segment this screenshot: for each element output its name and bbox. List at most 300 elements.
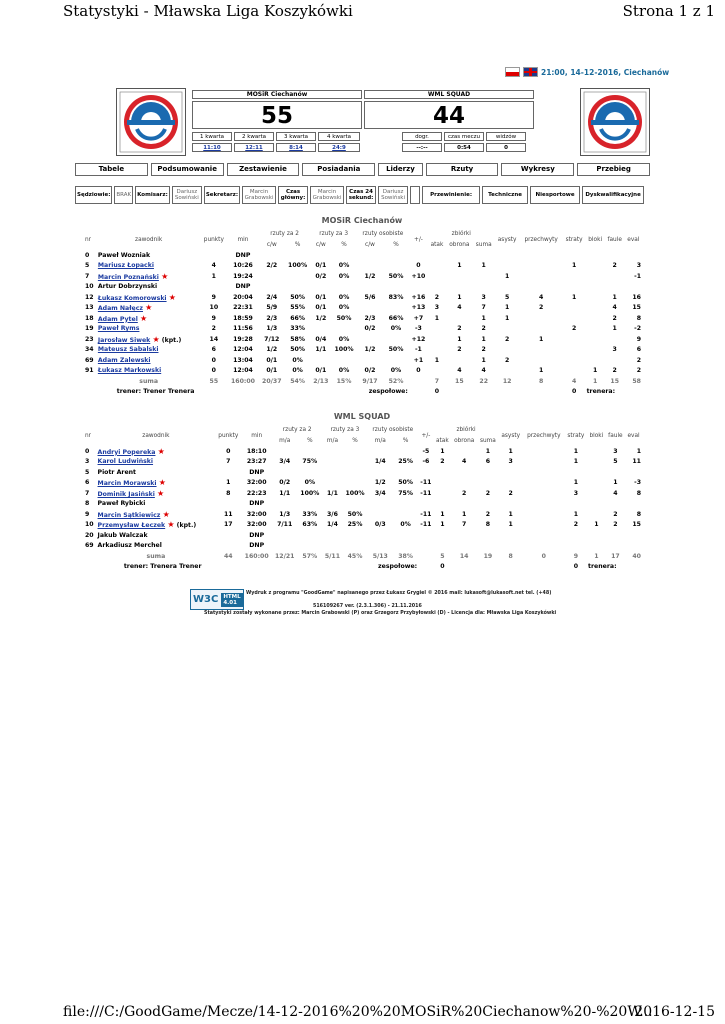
- sum-eval: 58: [632, 377, 641, 385]
- minutes: DNP: [249, 542, 265, 550]
- plus-minus: +12: [411, 335, 426, 343]
- away-team-stats-table: [84, 425, 642, 572]
- fg3: 0/1: [315, 367, 327, 375]
- star-icon: ★: [145, 303, 153, 313]
- reb-total: 1: [481, 335, 486, 343]
- reb-total: 1: [485, 447, 491, 455]
- ft: 2/3: [364, 314, 376, 322]
- plus-minus: +1: [413, 356, 424, 364]
- fg2: [259, 282, 285, 293]
- player-name[interactable]: Marcin Poznański: [97, 273, 159, 281]
- quarter-label: 4 kwarta: [318, 132, 360, 141]
- star-icon: ★: [162, 509, 170, 519]
- sub-rebound: atak: [435, 437, 449, 444]
- sub-percent: %: [307, 437, 313, 444]
- minutes: 22:31: [233, 304, 253, 312]
- assists: [495, 345, 520, 356]
- home-team-section-title: MOSiR Ciechanów: [321, 216, 403, 225]
- ft: 5/6: [364, 293, 376, 301]
- star-icon: ★: [167, 520, 175, 530]
- reb-off: 1: [434, 314, 440, 322]
- away-score: 44: [364, 101, 534, 129]
- ft-pct: 50%: [398, 479, 413, 487]
- ft: [368, 509, 394, 520]
- reb-off: 2: [434, 293, 440, 301]
- points: 7: [226, 458, 231, 466]
- plus-minus: -11: [420, 510, 432, 518]
- fouls: 4: [613, 489, 618, 497]
- sub-percent: %: [294, 241, 301, 248]
- reb-off: [434, 478, 451, 489]
- table-row: [84, 509, 642, 520]
- player-number: 91: [85, 367, 94, 375]
- table-row: [84, 345, 642, 356]
- team-rebounds: 0: [440, 563, 445, 571]
- sum-reb-off: 7: [434, 377, 440, 385]
- player-number: 69: [85, 542, 94, 550]
- player-name: Jakub Walczak: [97, 531, 148, 539]
- menu-zestawienie[interactable]: Zestawienie: [227, 163, 300, 176]
- player-name[interactable]: Marcin Sątkiewicz: [97, 511, 161, 519]
- eval: [625, 467, 642, 478]
- steals: [523, 488, 565, 499]
- fg2: [259, 250, 285, 261]
- reb-def: 2: [457, 346, 462, 354]
- reb-off: [434, 499, 451, 510]
- fg3: [322, 478, 342, 489]
- fouls: 5: [613, 458, 618, 466]
- table-row: [84, 457, 642, 468]
- assists: 3: [508, 458, 513, 466]
- reb-total: [473, 250, 495, 261]
- sub-made-attempted: m/a: [326, 437, 339, 444]
- reb-total: [477, 478, 498, 489]
- fg2-pct: [297, 467, 322, 478]
- player-number: 9: [85, 510, 90, 518]
- credit-line-1: Wydruk z programu "GoodGame" napisanego przez Łukasz Grygiel © 2016 mail: lukasoft@lukasoft.net tel. (+48): [246, 591, 552, 596]
- shot-clock-label: Czas 24 sekund:: [346, 186, 376, 204]
- points: 9: [211, 293, 216, 301]
- player-name[interactable]: Andryi Popereka: [97, 448, 156, 456]
- fg3-pct: [331, 282, 357, 293]
- fouls: 2: [613, 510, 618, 518]
- table-row: [84, 292, 642, 303]
- sum-fg3-pct: 45%: [347, 552, 363, 560]
- plus-minus: +10: [411, 272, 426, 280]
- eval: 8: [636, 489, 641, 497]
- disqualifying-foul-label: Dyskwalifikacyjne: [582, 186, 644, 204]
- steals: [523, 457, 565, 468]
- col-blocks: bloki: [588, 236, 603, 243]
- star-icon: ★: [157, 488, 165, 498]
- player-name-cell: [97, 530, 216, 541]
- eval: 3: [636, 262, 641, 270]
- fg3-pct: [331, 250, 357, 261]
- eval: [625, 499, 642, 510]
- fg2: 2/3: [266, 314, 278, 322]
- player-name-cell: [97, 355, 201, 366]
- steals: 1: [539, 367, 544, 375]
- plus-minus: 0: [416, 367, 421, 375]
- col-points: punkty: [203, 236, 224, 243]
- player-name[interactable]: Jarosław Siwek: [97, 336, 151, 344]
- blocks: [586, 292, 605, 303]
- col-player: zawodnik: [142, 432, 170, 439]
- minutes: 32:00: [246, 521, 267, 529]
- player-name[interactable]: Przemysław Łeczek: [97, 522, 166, 530]
- main-clock-label: Czas główny:: [278, 186, 308, 204]
- fg2-pct: [297, 541, 322, 552]
- match-datetime: 21:00, 14-12-2016, Ciechanów: [541, 67, 670, 77]
- reb-total: 2: [481, 325, 486, 333]
- blocks: [587, 446, 606, 457]
- sub-percent: %: [341, 241, 347, 248]
- coach-row: [84, 387, 642, 398]
- menu-przebieg[interactable]: Przebieg: [577, 163, 650, 176]
- unsportsmanlike-foul-label: Niesportowe: [530, 186, 580, 204]
- col-nr: nr: [85, 432, 92, 439]
- steals: [520, 355, 563, 366]
- reb-def: 2: [457, 325, 462, 333]
- assists: [498, 478, 522, 489]
- ft: 0/2: [364, 367, 376, 375]
- steals: [523, 530, 565, 541]
- player-name[interactable]: Karol Ludwiński: [97, 458, 154, 466]
- quarter-score-link[interactable]: 8:14: [276, 143, 316, 152]
- ft: 1/4: [374, 458, 386, 466]
- player-number: 0: [85, 251, 90, 259]
- coach-spacer: [227, 387, 331, 398]
- sum-steals: 0: [541, 552, 546, 560]
- player-name[interactable]: Mateusz Sabalski: [97, 346, 159, 354]
- reb-def: 7: [462, 521, 467, 529]
- player-name[interactable]: Dominik Jasiński: [97, 490, 155, 498]
- fg3-pct: 0%: [338, 335, 350, 343]
- player-name-cell: [97, 313, 201, 324]
- plus-minus: 0: [416, 262, 421, 270]
- points: 4: [211, 262, 216, 270]
- coach-name: trener: Trenera Trener: [123, 563, 202, 571]
- assists: 1: [508, 521, 513, 529]
- sum-fg2-pct: 54%: [290, 377, 305, 385]
- quarter-score-link[interactable]: 11:10: [192, 143, 232, 152]
- w3c-logo-icon: W3C: [193, 594, 219, 605]
- points: 10: [209, 304, 219, 312]
- minutes: 18:10: [246, 447, 267, 455]
- fg2: 2/2: [266, 262, 278, 270]
- points: [215, 499, 241, 510]
- reb-off: [428, 324, 446, 335]
- menu-liderzy[interactable]: Liderzy: [378, 163, 422, 176]
- minutes: 23:27: [246, 458, 267, 466]
- table-row: [84, 303, 642, 314]
- points: 0: [211, 356, 216, 364]
- sum-assists: 8: [508, 552, 513, 560]
- player-number: 12: [85, 293, 94, 301]
- ft-pct: [393, 530, 418, 541]
- table-row: [84, 488, 642, 499]
- eval: 16: [632, 293, 641, 301]
- w3c-html-badge[interactable]: [190, 589, 244, 610]
- fg3-pct: 0%: [338, 262, 350, 270]
- reb-off: [434, 541, 451, 552]
- player-number: 7: [85, 272, 90, 280]
- player-name[interactable]: Łukasz Markowski: [97, 367, 162, 375]
- ft: [357, 261, 383, 272]
- col-player: zawodnik: [135, 236, 163, 243]
- player-name[interactable]: Paweł Ryms: [97, 325, 140, 333]
- blocks: [587, 478, 606, 489]
- fg2-pct: 0%: [292, 367, 303, 375]
- fg3: 1/4: [327, 521, 338, 529]
- quarter-label: 3 kwarta: [276, 132, 316, 141]
- commissioner-value: Dariusz Sowiński: [172, 186, 202, 204]
- table-row: [84, 355, 642, 366]
- points: 8: [226, 489, 231, 497]
- coach-spacer: [625, 387, 642, 398]
- player-name[interactable]: Adam Zalewski: [97, 356, 151, 364]
- minutes: 19:28: [233, 335, 253, 343]
- away-team-name: WML SQUAD: [364, 90, 534, 99]
- reb-off: 1: [440, 521, 445, 529]
- player-name-cell: [97, 292, 201, 303]
- fg3-pct: 0%: [338, 293, 350, 301]
- blocks: [586, 261, 605, 272]
- quarter-label: 1 kwarta: [192, 132, 232, 141]
- sum-minutes: 160:00: [230, 377, 255, 385]
- steals: [520, 250, 563, 261]
- fg2: 3/4: [279, 458, 291, 466]
- home-team-name: MOSiR Ciechanów: [192, 90, 362, 99]
- sub-made-attempted: m/a: [279, 437, 291, 444]
- sum-points: 44: [224, 552, 233, 560]
- fg3: 0/1: [315, 304, 327, 312]
- star-icon: ★: [168, 292, 176, 302]
- reb-def: [446, 282, 473, 293]
- turnovers: [563, 345, 586, 356]
- minutes: 12:04: [233, 367, 253, 375]
- reb-def: [446, 271, 473, 282]
- plus-minus: [418, 499, 434, 510]
- player-number: 23: [85, 335, 94, 343]
- sum-blocks: 1: [593, 377, 598, 385]
- polish-flag-icon[interactable]: [505, 67, 520, 77]
- fg2: 1/3: [266, 325, 278, 333]
- player-name[interactable]: Adam Pytel: [97, 315, 138, 323]
- extra-label: widzów: [486, 132, 526, 141]
- plus-minus: +7: [413, 314, 424, 322]
- minutes: 19:24: [233, 272, 253, 280]
- reb-off: [428, 334, 446, 345]
- english-flag-icon[interactable]: [523, 67, 538, 77]
- menu-wykresy[interactable]: Wykresy: [501, 163, 574, 176]
- ft-pct: 0%: [390, 325, 402, 333]
- reb-off: [434, 530, 451, 541]
- footer-url: file:///C:/GoodGame/Mecze/14-12-2016%20%20MOSiR%20Ciechanow%20-%20W...: [63, 1004, 653, 1020]
- fg2-pct: [297, 499, 322, 510]
- sum-reb-total: 22: [479, 377, 489, 385]
- fouls: [606, 499, 625, 510]
- turnovers: 1: [573, 458, 579, 466]
- turnovers: 1: [571, 262, 577, 270]
- page-header-title: Statystyki - Mławska Liga Koszykówki: [63, 2, 353, 20]
- eval: 15: [632, 304, 641, 312]
- fg3-pct: 50%: [336, 314, 352, 322]
- fg3: 0/1: [315, 262, 327, 270]
- header-row: [84, 425, 642, 436]
- away-team-section-title: WML SQUAD: [333, 412, 391, 421]
- menu-tabele[interactable]: Tabele: [75, 163, 148, 176]
- sum-fg2: 12/21: [274, 552, 295, 560]
- eval: 8: [636, 510, 641, 518]
- ft-pct: 66%: [388, 314, 404, 322]
- sum-ft: 9/17: [362, 377, 378, 385]
- fg2: [272, 541, 297, 552]
- player-number: 20: [85, 531, 94, 539]
- ft-pct: [383, 334, 409, 345]
- player-name: Paweł Rybicki: [97, 500, 146, 508]
- quarter-score-link[interactable]: 12:11: [234, 143, 274, 152]
- technical-foul-label: Techniczne: [482, 186, 528, 204]
- reb-total: 1: [481, 314, 486, 322]
- player-name-cell: [97, 271, 201, 282]
- sub-rebound: suma: [479, 437, 496, 444]
- steals: [523, 446, 565, 457]
- fg2: 7/11: [277, 521, 293, 529]
- menu-rzuty[interactable]: Rzuty: [426, 163, 499, 176]
- steals: 4: [539, 293, 544, 301]
- reb-total: 3: [481, 293, 486, 301]
- menu-posiadania[interactable]: Posiadania: [302, 163, 375, 176]
- assists: 1: [508, 510, 513, 518]
- col-nr: nr: [85, 236, 92, 243]
- col-turnovers: straty: [565, 236, 583, 243]
- fg3-pct: [343, 446, 368, 457]
- fg2-pct: 0%: [304, 479, 316, 487]
- plus-minus: [409, 282, 428, 293]
- blocks: 1: [593, 367, 598, 375]
- fg3: [310, 355, 331, 366]
- star-icon: ★: [161, 271, 169, 281]
- player-number: 5: [85, 262, 90, 270]
- assists: [498, 530, 522, 541]
- minutes: DNP: [249, 531, 265, 539]
- fg2-pct: [297, 446, 322, 457]
- sum-plus-minus: [409, 376, 428, 387]
- turnovers: [565, 499, 587, 510]
- points: 1: [226, 479, 231, 487]
- turnovers: [563, 366, 586, 377]
- fg2-pct: [285, 282, 311, 293]
- player-name-cell: [97, 488, 216, 499]
- turnovers: 1: [573, 510, 579, 518]
- overtime-value: --:--: [402, 143, 442, 152]
- ft: 0/3: [374, 521, 386, 529]
- steals: [520, 271, 563, 282]
- fg3-pct: [343, 457, 368, 468]
- blocks: [587, 509, 606, 520]
- menu-podsumowanie[interactable]: Podsumowanie: [151, 163, 224, 176]
- fouls: 1: [612, 325, 617, 333]
- reb-total: [477, 530, 498, 541]
- ft-pct: [383, 355, 409, 366]
- steals: [520, 345, 563, 356]
- assists: 2: [504, 356, 510, 364]
- col-rebounds: zbiórki: [456, 427, 476, 434]
- turnovers: [563, 271, 586, 282]
- table-row: [84, 250, 642, 261]
- ft-pct: 25%: [398, 458, 413, 466]
- turnovers: [563, 303, 586, 314]
- player-name[interactable]: Adam Nałęcz: [97, 305, 143, 313]
- player-name-cell: [97, 478, 216, 489]
- main-clock-value: Marcin Grabowski: [310, 186, 344, 204]
- referees-label: Sędziowie:: [75, 186, 112, 204]
- sum-row: [84, 376, 642, 387]
- steals: 2: [539, 304, 544, 312]
- team-stats-label: zespołowe:: [378, 563, 418, 571]
- match-time-value: 0:54: [444, 143, 484, 152]
- fg2: 0/2: [279, 479, 291, 487]
- w3c-badge-text: HTML 4.01: [221, 593, 243, 607]
- player-name-cell: [97, 541, 216, 552]
- quarter-labels: [192, 132, 526, 141]
- quarter-score-link[interactable]: 24:9: [318, 143, 360, 152]
- player-name[interactable]: Łukasz Komorowski: [97, 294, 167, 302]
- fouls: 2: [612, 314, 617, 322]
- player-name[interactable]: Marcin Morawski: [97, 480, 157, 488]
- extra-label: dogr.: [402, 132, 442, 141]
- reb-total: [477, 541, 498, 552]
- turnovers: [565, 530, 587, 541]
- fouls: [606, 530, 625, 541]
- eval: 6: [636, 346, 641, 354]
- plus-minus: +13: [411, 304, 426, 312]
- plus-minus: -11: [420, 521, 432, 529]
- sum-fg3: 2/13: [313, 377, 329, 385]
- plus-minus: [418, 467, 434, 478]
- player-number: 13: [85, 304, 94, 312]
- reb-total: 6: [485, 458, 491, 466]
- player-name: Paweł Wozniak: [97, 251, 151, 259]
- fg3-pct: 25%: [347, 521, 363, 529]
- assists: [495, 282, 520, 293]
- points: 14: [209, 335, 219, 343]
- fouls: [605, 271, 625, 282]
- sum-turnovers: 4: [571, 377, 577, 385]
- eval: [625, 250, 642, 261]
- sum-spacer: [84, 376, 97, 387]
- player-name-cell: [97, 334, 201, 345]
- assists: 2: [504, 335, 510, 343]
- col-plus-minus: +/-: [421, 432, 431, 439]
- player-name[interactable]: Mariusz Łopacki: [97, 262, 154, 270]
- fg2: 2/4: [266, 293, 278, 301]
- reb-off: [428, 366, 446, 377]
- ft: 3/4: [374, 489, 386, 497]
- fouls: 3: [613, 447, 618, 455]
- assists: [495, 261, 520, 272]
- col-steals: przechwyty: [527, 432, 561, 439]
- eval: -3: [634, 479, 641, 487]
- fg2-pct: [285, 271, 311, 282]
- table-row: [84, 478, 642, 489]
- fouls: [606, 541, 625, 552]
- fg2: 1/2: [266, 346, 278, 354]
- fg2: [272, 530, 297, 541]
- fouls: [605, 355, 625, 366]
- fg3: [322, 467, 342, 478]
